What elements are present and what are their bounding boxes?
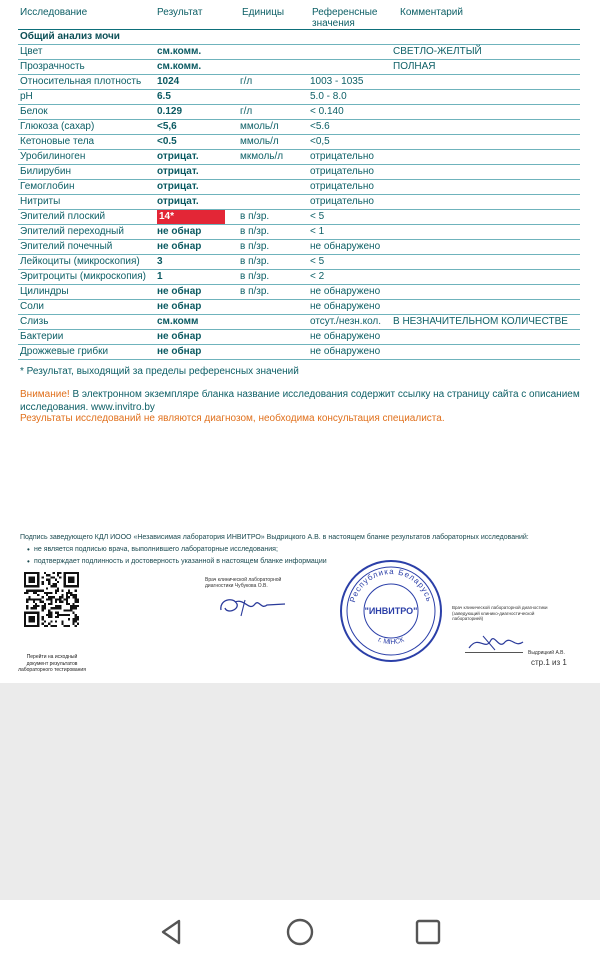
- table-row: [18, 315, 580, 330]
- row-reference: < 5: [310, 211, 325, 222]
- row-name[interactable]: Уробилиноген: [20, 151, 86, 162]
- row-name[interactable]: Прозрачность: [20, 61, 85, 72]
- table-row: [18, 105, 580, 120]
- row-units: в п/зр.: [240, 286, 270, 297]
- row-result: не обнар: [157, 226, 202, 237]
- qr-code-icon[interactable]: [24, 572, 79, 627]
- row-name[interactable]: Цилиндры: [20, 286, 69, 297]
- row-units: ммоль/л: [240, 136, 279, 147]
- row-reference: не обнаружено: [310, 301, 381, 312]
- laboratory-stamp-icon: [336, 556, 446, 666]
- doctor2-caption: Врач клинической лабораторной диагностики (заведующий клинико-диагностической лабораторией): [452, 605, 548, 621]
- row-name[interactable]: Лейкоциты (микроскопия): [20, 256, 140, 267]
- row-name[interactable]: Эпителий почечный: [20, 241, 113, 252]
- results-table: [18, 29, 580, 360]
- row-name[interactable]: Соли: [20, 301, 44, 312]
- row-reference: отрицательно: [310, 151, 374, 162]
- row-result: не обнар: [157, 286, 202, 297]
- row-comment: В НЕЗНАЧИТЕЛЬНОМ КОЛИЧЕСТВЕ: [393, 316, 568, 327]
- disclaimer: Результаты исследований не являются диагнозом, необходима консультация специалиста.: [20, 413, 445, 424]
- table-row: [18, 240, 580, 255]
- row-name[interactable]: Эпителий плоский: [20, 211, 106, 222]
- doctor1-caption: Врач клинической лабораторной диагностики Чубукова О.В.: [205, 577, 282, 589]
- header-comment: Комментарий: [400, 7, 463, 18]
- row-result: 6.5: [157, 91, 171, 102]
- row-name[interactable]: Цвет: [20, 46, 43, 57]
- row-result: 1: [157, 271, 163, 282]
- table-row: [18, 165, 580, 180]
- row-reference: отрицательно: [310, 196, 374, 207]
- header-units: Единицы: [242, 7, 285, 18]
- row-reference: не обнаружено: [310, 331, 381, 342]
- table-row: [18, 345, 580, 360]
- row-result: 3: [157, 256, 163, 267]
- row-reference: < 0.140: [310, 106, 344, 117]
- home-circle-icon[interactable]: [285, 917, 315, 947]
- row-name[interactable]: Белок: [20, 106, 48, 117]
- row-reference: 5.0 - 8.0: [310, 91, 347, 102]
- android-navigation-bar: [0, 900, 600, 963]
- table-row: [18, 300, 580, 315]
- signer-name: Выдрицкий А.В.: [528, 650, 565, 656]
- header-test: Исследование: [20, 7, 88, 18]
- row-units: г/л: [240, 76, 253, 87]
- table-row: [18, 75, 580, 90]
- row-name[interactable]: Билирубин: [20, 166, 71, 177]
- row-reference: отсут./незн.кол.: [310, 316, 382, 327]
- row-result: 0.129: [157, 106, 183, 117]
- row-result: не обнар: [157, 301, 202, 312]
- table-row: [18, 195, 580, 210]
- row-result: 14*: [157, 210, 225, 224]
- row-reference: не обнаружено: [310, 286, 381, 297]
- section-title: Общий анализ мочи: [20, 31, 120, 42]
- svg-text:Республика Беларусь: [348, 567, 434, 603]
- row-result: 1024: [157, 76, 180, 87]
- header-reference-2: значения: [312, 18, 355, 29]
- signature-heading: Подпись заведующего КДЛ ИООО «Независимая лаборатория ИНВИТРО» Выдрицкого А.В. в настоящем бланке результатов лабораторных исследований:: [20, 534, 529, 541]
- row-reference: < 5: [310, 256, 325, 267]
- row-name[interactable]: Бактерии: [20, 331, 64, 342]
- row-result: см.комм: [157, 316, 199, 327]
- row-result: отрицат.: [157, 151, 199, 162]
- section-title-row: [18, 30, 580, 45]
- row-name[interactable]: Слизь: [20, 316, 49, 327]
- row-name[interactable]: Нитриты: [20, 196, 61, 207]
- row-units: в п/зр.: [240, 211, 270, 222]
- table-row: [18, 135, 580, 150]
- stamp-top-text: Республика Беларусь: [348, 566, 434, 604]
- row-reference: <0,5: [310, 136, 330, 147]
- signature-bullet-1: • не является подписью врача, выполнившего лабораторные исследования;: [34, 546, 278, 553]
- back-triangle-icon[interactable]: [157, 917, 187, 947]
- row-result: не обнар: [157, 331, 202, 342]
- row-units: в п/зр.: [240, 271, 270, 282]
- row-units: в п/зр.: [240, 256, 270, 267]
- table-row: [18, 330, 580, 345]
- header-reference: Референсные: [312, 7, 378, 18]
- page-number: стр.1 из 1: [531, 658, 567, 667]
- row-result: отрицат.: [157, 196, 199, 207]
- footnote: * Результат, выходящий за пределы референсных значений: [20, 366, 299, 377]
- row-reference: не обнаружено: [310, 346, 381, 357]
- row-units: ммоль/л: [240, 121, 279, 132]
- signature-line: [465, 652, 523, 653]
- warning-text: [20, 388, 585, 414]
- row-name[interactable]: Эритроциты (микроскопия): [20, 271, 146, 282]
- table-row: [18, 90, 580, 105]
- header-result: Результат: [157, 7, 203, 18]
- row-name[interactable]: Гемоглобин: [20, 181, 75, 192]
- row-units: г/л: [240, 106, 253, 117]
- stamp-name-text: "ИНВИТРО": [364, 606, 418, 616]
- table-row: [18, 270, 580, 285]
- table-row: [18, 120, 580, 135]
- warning-label: Внимание!: [20, 389, 70, 400]
- row-reference: отрицательно: [310, 166, 374, 177]
- qr-caption[interactable]: Перейти на исходный документ результатов лабораторного тестирования: [18, 654, 86, 673]
- table-row: [18, 150, 580, 165]
- warning-body[interactable]: В электронном экземпляре бланка название исследования содержит ссылку на страницу сайта с описанием исследования. www.invitro.by: [20, 389, 580, 413]
- table-row: [18, 285, 580, 300]
- row-reference: < 2: [310, 271, 325, 282]
- table-row: [18, 210, 580, 225]
- row-result: <5,6: [157, 121, 177, 132]
- signature-bullet-2: • подтверждает подлинность и достоверность указанной в настоящем бланке информации: [34, 558, 327, 565]
- row-reference: отрицательно: [310, 181, 374, 192]
- row-result: отрицат.: [157, 166, 199, 177]
- row-result: не обнар: [157, 346, 202, 357]
- row-result: <0.5: [157, 136, 177, 147]
- row-comment: СВЕТЛО-ЖЕЛТЫЙ: [393, 46, 482, 57]
- row-units: в п/зр.: [240, 241, 270, 252]
- table-row: [18, 225, 580, 240]
- row-result: см.комм.: [157, 61, 202, 72]
- table-row: [18, 180, 580, 195]
- row-name[interactable]: Относительная плотность: [20, 76, 142, 87]
- row-reference: 1003 - 1035: [310, 76, 364, 87]
- row-result: см.комм.: [157, 46, 202, 57]
- row-result: отрицат.: [157, 181, 199, 192]
- row-comment: ПОЛНАЯ: [393, 61, 436, 72]
- row-name[interactable]: Глюкоза (сахар): [20, 121, 95, 132]
- row-name[interactable]: Кетоновые тела: [20, 136, 95, 147]
- doctor1-signature-icon: [215, 590, 290, 620]
- row-reference: не обнаружено: [310, 241, 381, 252]
- row-units: в п/зр.: [240, 226, 270, 237]
- recents-square-icon[interactable]: [413, 917, 443, 947]
- table-row: [18, 45, 580, 60]
- row-name[interactable]: Эпителий переходный: [20, 226, 124, 237]
- table-row: [18, 60, 580, 75]
- row-units: мкмоль/л: [240, 151, 284, 162]
- stamp-city-text: г. МІНСК: [376, 636, 406, 647]
- row-reference: <5.6: [310, 121, 330, 132]
- row-result: не обнар: [157, 241, 202, 252]
- row-name[interactable]: pH: [20, 91, 33, 102]
- row-name[interactable]: Дрожжевые грибки: [20, 346, 109, 357]
- table-row: [18, 255, 580, 270]
- row-reference: < 1: [310, 226, 325, 237]
